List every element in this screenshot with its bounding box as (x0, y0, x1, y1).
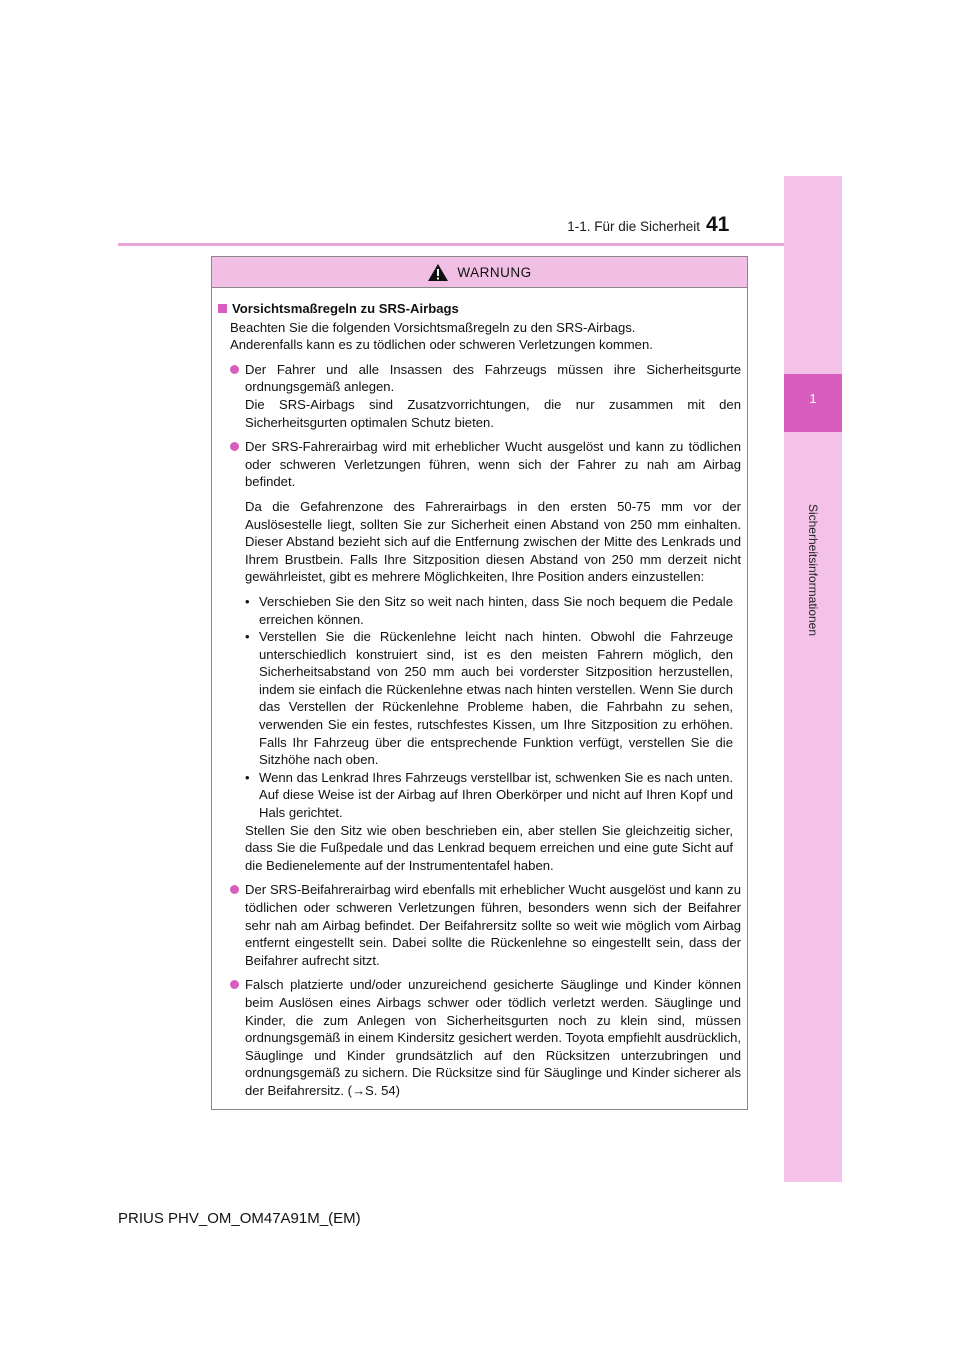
list-item: • Verstellen Sie die Rückenlehne leicht nach hinten. Obwohl die Fahrzeuge unterschiedlich konstruiert sind, ist es den meisten Fahrern möglich, den Sicherheitsabstand von 250 mm auch bei vorderster Sitzposition herzustellen, indem sie einfach die Rückenlehne etwas nach hinten verstellen. Wenn Sie durch das Verstellen der Rückenlehne Probleme haben, die Fahrbahn zu sehen, verwenden Sie ein festes, rutschfestes Kissen, um Ihre Sitzposition zu erhöhen. Falls Ihr Fahrzeug über die entsprechende Funktion verfügt, verstellen Sie die Sitzhöhe nach oben. (245, 629, 733, 768)
list-item: • Wenn das Lenkrad Ihres Fahrzeugs verstellbar ist, schwenken Sie es nach unten. Auf diese Weise ist der Airbag auf Ihren Oberkörper und nicht auf Ihren Kopf und Hals gerichtet. (245, 769, 733, 821)
chapter-number: 1 (784, 374, 842, 432)
header-divider (118, 243, 784, 246)
bullet-text: Die SRS-Airbags sind Zusatzvorrichtungen, die nur zusammen mit den Sicherheitsgurten optimalen Schutz bieten. (245, 396, 741, 430)
bullet-text: Der SRS-Fahrerairbag wird mit erheblicher Wucht ausgelöst und kann zu tödlichen oder schweren Verletzungen führen, wenn sich der Fahrer zu nah am Airbag befindet. (245, 439, 741, 490)
bullet-dot-icon (230, 980, 239, 989)
chapter-label (803, 503, 823, 637)
bullet-dot-icon (230, 442, 239, 451)
bullet-item (230, 881, 741, 969)
document-footer: PRIUS PHV_OM_OM47A91M_(EM) (118, 1210, 361, 1227)
bullet-dot-icon (230, 365, 239, 374)
section-title: 1-1. Für die Sicherheit (567, 219, 700, 234)
warning-body (212, 288, 747, 1100)
intro-line: Anderenfalls kann es zu tödlichen oder schweren Verletzungen kommen. (230, 337, 653, 353)
bullet-item (230, 438, 741, 874)
adjustment-list (245, 593, 733, 822)
bullet-text: Da die Gefahrenzone des Fahrerairbags in den ersten 50-75 mm vor der Auslösestelle liegt, sollten Sie zur Sicherheit einen Abstand von 250 mm einhalten. Dieser Abstand bezieht sich auf die Entfernung zwischen der Mitte des Lenkrads und Ihrem Brustbein. Falls Ihre Sitzposition diesen Abstand von 250 mm derzeit nicht gewährleistet, gibt es mehrere Möglichkeiten, Ihre Position anders einzustellen: (245, 498, 741, 585)
warning-header (212, 257, 747, 288)
warning-triangle-icon (427, 263, 449, 282)
warning-intro (230, 319, 741, 354)
bullet-text: Falsch platzierte und/oder unzureichend gesicherte Säuglinge und Kinder können beim Auslösen eines Airbags schwer oder tödlich verletzt werden. Säuglinge und Kinder, die zum Anlegen von Sicherheitsgurten noch zu klein sind, müssen ordnungsgemäß in einem Kindersitz gesichert werden. Toyota empfiehlt ausdrücklich, Säuglinge und Kinder grundsätzlich auf den Rücksitzen unterzubringen und ordnungsgemäß zu sichern. Die Rücksitze sind für Säuglinge und Kinder sicherer als der Beifahrersitz. (→S. 54) (245, 977, 741, 1098)
bullet-text: Stellen Sie den Sitz wie oben beschrieben ein, aber stellen Sie gleichzeitig sicher, dass Sie die Fußpedale und das Lenkrad bequem erreichen und eine gute Sicht auf die Bedienelemente auf der Instrumententafel haben. (245, 822, 733, 873)
side-tab (784, 176, 842, 1182)
chapter-label-text: Sicherheitsinformationen (806, 503, 820, 637)
square-bullet-icon (218, 304, 227, 313)
page-number: 41 (706, 213, 730, 236)
warning-box (211, 256, 748, 1110)
warning-heading (218, 300, 741, 318)
list-item: • Verschieben Sie den Sitz so weit nach hinten, dass Sie noch bequem die Pedale erreichen können. (245, 593, 733, 627)
bullet-dot-icon (230, 885, 239, 894)
bullet-text: Der Fahrer und alle Insassen des Fahrzeugs müssen ihre Sicherheitsgurte ordnungsgemäß anlegen. (245, 361, 741, 395)
bullet-text: Der SRS-Beifahrerairbag wird ebenfalls mit erheblicher Wucht ausgelöst und kann zu tödlichen oder schweren Verletzungen führen, besonders wenn sich der Beifahrer sehr nah am Airbag befindet. Der Beifahrersitz sollte so weit wie möglich vom Airbag entfernt eingestellt sein. Dabei sollte die Rückenlehne so eingestellt sein, dass der Beifahrer aufrecht sitzt. (245, 882, 741, 968)
bullet-item (230, 976, 741, 1099)
warning-heading-text: Vorsichtsmaßregeln zu SRS-Airbags (232, 301, 459, 316)
intro-line: Beachten Sie die folgenden Vorsichtsmaßregeln zu den SRS-Airbags. (230, 319, 636, 335)
warning-title: WARNUNG (457, 264, 532, 280)
bullet-item (230, 361, 741, 431)
